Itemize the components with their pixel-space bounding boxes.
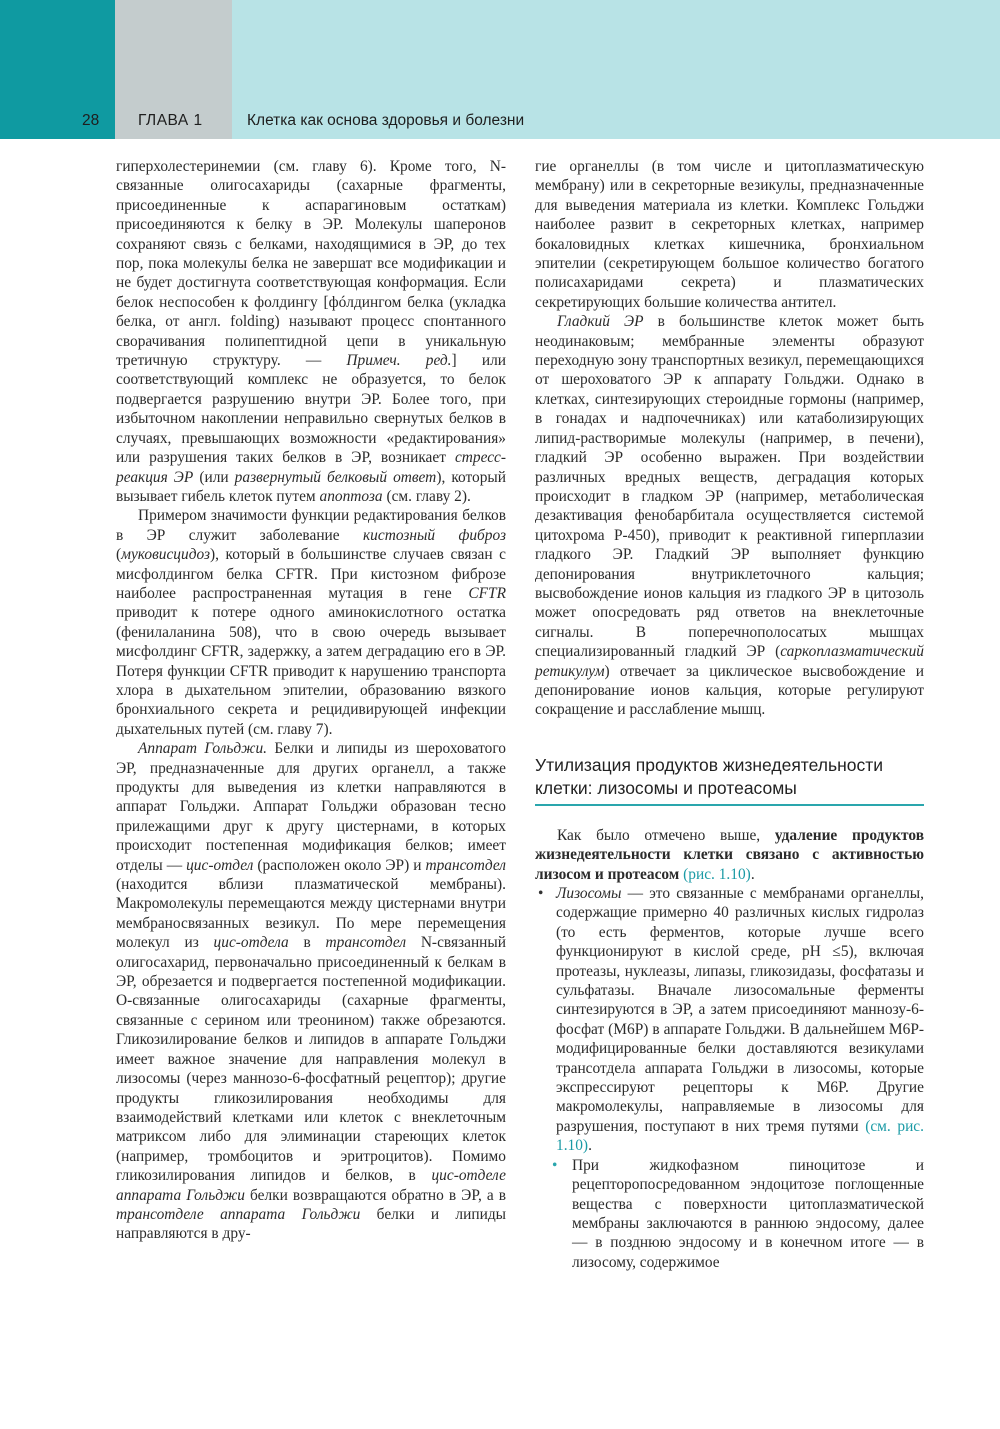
- paragraph: Примером значимости функции редактирования белков в ЭР служит заболевание кистозный фиброз (муковисцидоз), который в большинстве случаев связан с мисфолдингом белка CFTR. При кистозном фиброзе наиболее распространенная мутация в гене CFTR приводит к потере одного аминокислотного остатка (фенилаланина 508), что в свою очередь вызывает мисфолдинг CFTR, задержку, а затем деградацию его в ЭР. Потеря функции CFTR приводит к нарушению транспорта хлора в дыхательном эпителии, образованию вязкого бронхиального секрета и рецидивирующей инфекции дыхательных путей (см. главу 7).: [116, 507, 506, 738]
- bullet-icon: •: [552, 1156, 558, 1174]
- bullet-icon: •: [538, 885, 544, 902]
- right-column: [535, 157, 924, 1272]
- paragraph: Как было отмечено выше, удаление продуктов жизнедеятельности клетки связано с активностью лизосом и протеасом (рис. 1.10).: [535, 826, 925, 883]
- paragraph: Аппарат Гольджи. Белки и липиды из шероховатого ЭР, предназначенные для других органелл, а также продукты для выведения из клетки направляются в аппарат Гольджи. Аппарат Гольджи образован тесно прилежащими друг к другу цистернами, в которых происходит постепенная модификация белков; имеет отделы — цис-отдел (расположен около ЭР) и трансотдел (находится вблизи плазматической мембраны). Макромолекулы перемещаются между цистернами внутри мембраносвязанных везикул. По мере перемещения молекул из цис-отдела в трансотдел N-связанный олигосахарид, первоначально присоединенный к белкам в ЭР, обрезается и подвергается постепенной модификации. O-связанные олигосахариды (сахарные фрагменты, связанные с серином или треонином) также обрезаются. Гликозилирование белков и липидов в аппарате Гольджи имеет важное значение для направления молекул в лизосомы (через маннозо-6-фосфатный рецептор); другие продукты гликозилирования необходимы для взаимодействий клетками или клеток с внеклеточным матриксом либо для элиминации стареющих клеток (например, тромбоцитов и эритроцитов). Помимо гликозилирования липидов и белков, в цис-отделе аппарата Гольджи белки возвращаются обратно в ЭР, а в трансотделе аппарата Гольджи белки и липиды направляются в дру-: [116, 740, 506, 1243]
- list-item: • Лизосомы — это связанные с мембранами органеллы, содержащие примерно 40 различных кислых гидролаз (то есть ферментов, которые лучше всего функционируют в кислой среде, pH ≤5), включая протеазы, нуклеазы, липазы, гликозидазы, фосфатазы и сульфатазы. Вначале лизосомальные ферменты синтезируются в ЭР, а затем присоединяют маннозу-6-фосфат (M6P) в аппарате Гольджи. В дальнейшем M6P-модифицированные белки доставляются везикулами трансотдела аппарата Гольджи в лизосомы, которые экспрессируют рецепторы к M6P. Другие макромолекулы, направляемые в лизосомы для разрушения, поступают в них тремя путями (см. рис. 1.10).: [538, 885, 924, 1155]
- figure-link[interactable]: (см. рис. 1.10): [556, 1117, 924, 1155]
- left-column: [116, 157, 506, 1244]
- section-heading: Утилизация продуктов жизнедеятельности клетки: лизосомы и протеасомы: [535, 754, 924, 806]
- running-title: Клетка как основа здоровья и болезни: [247, 112, 525, 129]
- list-item: • При жидкофазном пиноцитозе и рецепторопосредованном эндоцитозе поглощенные вещества с поверхности цитоплазматической мембраны заключаются в раннюю эндосому, далее — в позднюю эндосому и в конечном итоге — в лизосому, содержимое: [552, 1156, 924, 1271]
- bullet-list: [535, 884, 924, 1156]
- paragraph: гиперхолестеринемии (см. главу 6). Кроме того, N-связанные олигосахариды (сахарные фрагменты, присоединенные к аспарагиновым остаткам) присоединяются к белку в ЭР. Молекулы шаперонов сохраняют связь с белками, находящимися в ЭР, до тех пор, пока молекулы белка не завершат все модификации и не будет достигнута соответствующая конформация. Если белок неспособен к фолдингу [фóлдингом белка (укладка белка, от англ. folding) называют процесс спонтанного сворачивания полипептидной цепи в уникальную третичную структуру. — Примеч. ред.] или соответствующий комплекс не образуется, то белок подвергается разрушению внутри ЭР. Более того, при избыточном накоплении неправильно свернутых белков в случаях, превышающих возможности «редактирования» или разрушения таких белков в ЭР, возникает стресс-реакция ЭР (или развернутый белковый ответ), который вызывает гибель клеток путем апоптоза (см. главу 2).: [116, 158, 507, 505]
- chapter-label: ГЛАВА 1: [138, 112, 203, 129]
- paragraph: Гладкий ЭР в большинстве клеток может быть неодинаковым; мембранные элементы образуют переходную зону транспортных везикул, перемещающихся от шероховатого ЭР к аппарату Гольджи. Однако в клетках, синтезирующих стероидные гормоны (например, в гонадах и надпочечниках) или катаболизирующих липид-растворимые молекулы (например, в печени), гладкий ЭР особенно выражен. При воздействии различных вредных веществ, деградация которых происходит в гладком ЭР (например, метаболическая дезактивация фенобарбитала осуществляется системой цитохрома Р-450), приводит к реактивной гиперплазии гладкого ЭР. Гладкий ЭР выполняет функцию депонирования внутриклеточного кальция; высвобождение ионов кальция из гладкого ЭР в цитозоль может опосредовать ряд ответов на внеклеточные сигналы. В поперечнополосатых мышцах специализированный гладкий ЭР (саркоплазматический ретикулум) отвечает за циклическое высвобождение и депонирование ионов кальция, которые регулируют сокращение и расслабление мышц.: [535, 313, 924, 719]
- page-header: [0, 0, 1000, 139]
- paragraph: гие органеллы (в том числе и цитоплазматическую мембрану) или в секреторные везикулы, предназначенные для выведения материала из клетки. Комплекс Гольджи наиболее развит в секреторных клетках, например бокаловидных клетках кишечника, бронхиальном эпителии (секретирующем большое количество богатого полисахаридами секрета) и плазматических секретирующих большие количества антител.: [535, 158, 924, 311]
- page-number: 28: [82, 112, 100, 129]
- figure-link[interactable]: (рис. 1.10): [683, 865, 751, 883]
- sub-bullet-list: [535, 1156, 924, 1272]
